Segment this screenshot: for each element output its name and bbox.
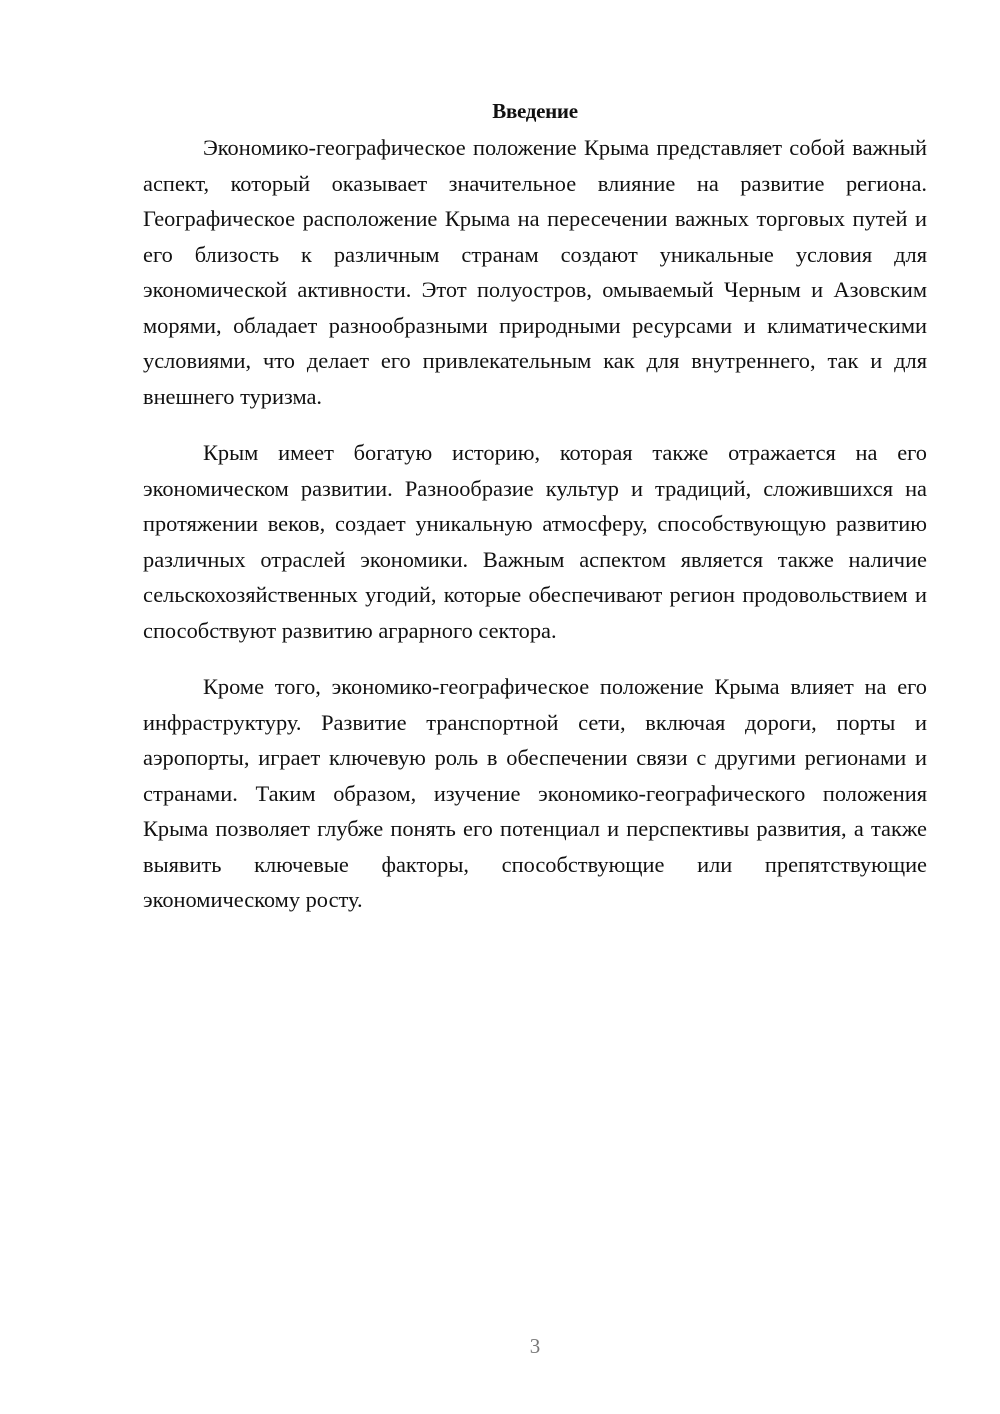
page-content: [143, 96, 927, 939]
paragraph-1: Экономико-географическое положение Крыма представляет собой важный аспект, который оказывает значительное влияние на развитие региона. Географическое расположение Крыма на пересечении важных торговых путей и его близость к различным странам создают уникальные условия для экономической активности. Этот полуостров, омываемый Черным и Азовским морями, обладает разнообразными природными ресурсами и климатическими условиями, что делает его привлекательным как для внутреннего, так и для внешнего туризма.: [143, 135, 927, 409]
page-number: 3: [529, 1334, 541, 1358]
paragraph-2: Крым имеет богатую историю, которая также отражается на его экономическом развитии. Разнообразие культур и традиций, сложившихся на протяжении веков, создает уникальную атмосферу, способствующую развитию различных отраслей экономики. Важным аспектом является также наличие сельскохозяйственных угодий, которые обеспечивают регион продовольствием и способствуют развитию аграрного сектора.: [143, 440, 927, 643]
paragraph-3: Кроме того, экономико-географическое положение Крыма влияет на его инфраструктуру. Развитие транспортной сети, включая дороги, порты и аэропорты, играет ключевую роль в обеспечении связи с другими регионами и странами. Таким образом, изучение экономико-географического положения Крыма позволяет глубже понять его потенциал и перспективы развития, а также выявить ключевые факторы, способствующие или препятствующие экономическому росту.: [143, 674, 927, 912]
section-title: Введение: [492, 99, 578, 123]
